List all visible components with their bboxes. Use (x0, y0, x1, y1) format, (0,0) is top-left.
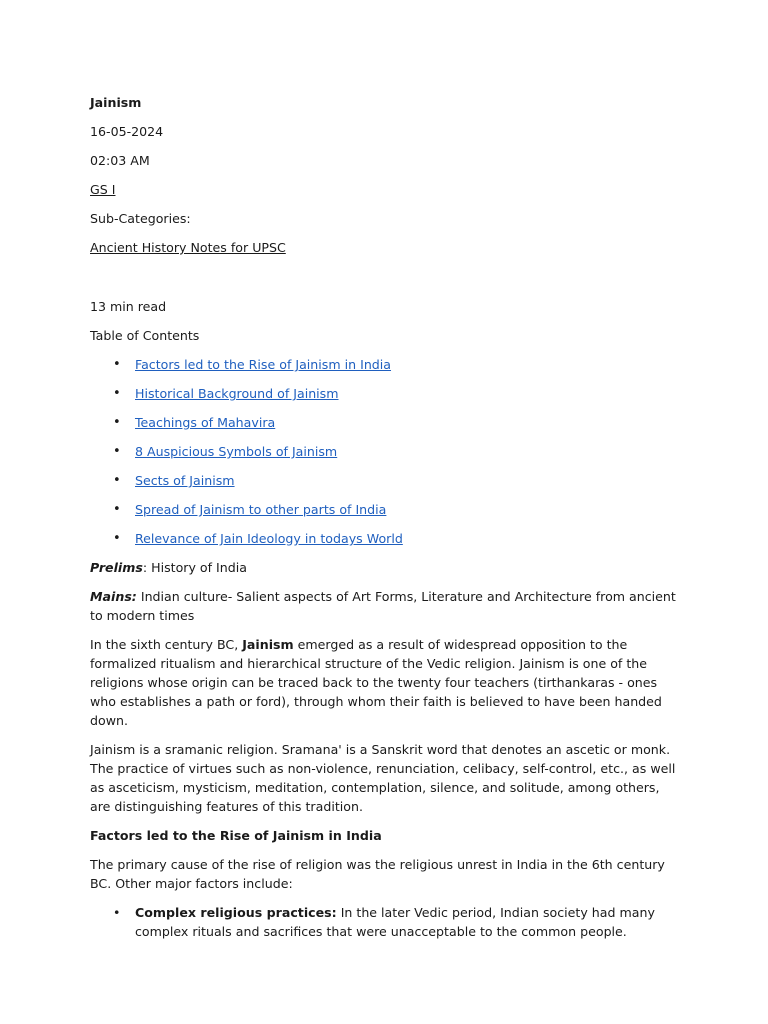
document-page (90, 93, 680, 941)
toc-link-historical-background[interactable]: Historical Background of Jainism (135, 386, 339, 401)
intro-paragraph (90, 635, 680, 730)
intro-text-start: In the sixth century BC, (90, 637, 243, 652)
publish-date: 16-05-2024 (90, 124, 164, 139)
toc-link-symbols[interactable]: 8 Auspicious Symbols of Jainism (135, 444, 338, 459)
toc-item (90, 529, 680, 548)
bullet-icon: • (113, 444, 121, 459)
factors-list (90, 903, 680, 941)
mains-text: Indian culture- Salient aspects of Art Forms, Literature and Architecture from ancient to modern times (90, 589, 676, 623)
intro-text-end: emerged as a result of widespread opposition to the formalized ritualism and hierarchical structure of the Vedic religion. Jainism is one of the religions whose origin can be traced back to the twenty four teachers (tirthankaras - ones who establishes a path or ford), through whom their faith is believed to have been handed down. (90, 637, 662, 728)
bullet-icon: • (113, 357, 121, 372)
table-of-contents (90, 355, 680, 548)
sramana-paragraph: Jainism is a sramanic religion. Sramana' is a Sanskrit word that denotes an ascetic or monk. The practice of virtues such as non-violence, renunciation, celibacy, self-control, etc., as well as asceticism, mysticism, meditation, contemplation, silence, and solitude, among others, are distinguishing features of this tradition. (90, 742, 676, 814)
prelims-line (90, 558, 680, 577)
toc-item (90, 413, 680, 432)
toc-link-relevance[interactable]: Relevance of Jain Ideology in todays World (135, 531, 403, 546)
toc-link-factors[interactable]: Factors led to the Rise of Jainism in India (135, 357, 392, 372)
toc-item (90, 355, 680, 374)
mains-line (90, 587, 680, 625)
bullet-icon: • (113, 415, 121, 430)
section-heading: Factors led to the Rise of Jainism in India (90, 828, 382, 843)
category-link[interactable]: GS I (90, 182, 116, 197)
toc-item (90, 500, 680, 519)
prelims-label: Prelims (90, 560, 143, 575)
toc-link-teachings[interactable]: Teachings of Mahavira (135, 415, 276, 430)
toc-heading: Table of Contents (90, 328, 200, 343)
subcategories-label: Sub-Categories: (90, 211, 191, 226)
bullet-icon: • (113, 386, 121, 401)
causes-paragraph: The primary cause of the rise of religion was the religious unrest in India in the 6th century BC. Other major factors include: (90, 857, 665, 891)
toc-item (90, 384, 680, 403)
toc-link-spread[interactable]: Spread of Jainism to other parts of India (135, 502, 387, 517)
mains-label: Mains: (90, 589, 137, 604)
read-time: 13 min read (90, 299, 167, 314)
bullet-icon: • (113, 473, 121, 488)
prelims-text: : History of India (142, 560, 247, 575)
factor-text: In the later Vedic period, Indian society had many complex rituals and sacrifices that were unacceptable to the common people. (135, 905, 655, 939)
toc-item (90, 442, 680, 461)
publish-time: 02:03 AM (90, 153, 150, 168)
list-item (90, 903, 680, 941)
toc-item (90, 471, 680, 490)
intro-keyword: Jainism (242, 637, 294, 652)
bullet-icon: • (113, 502, 121, 517)
subcategory-link[interactable]: Ancient History Notes for UPSC (90, 240, 286, 255)
toc-link-sects[interactable]: Sects of Jainism (135, 473, 235, 488)
factor-label: Complex religious practices: (135, 905, 337, 920)
bullet-icon: • (113, 905, 121, 920)
bullet-icon: • (113, 531, 121, 546)
document-title: Jainism (90, 95, 142, 110)
